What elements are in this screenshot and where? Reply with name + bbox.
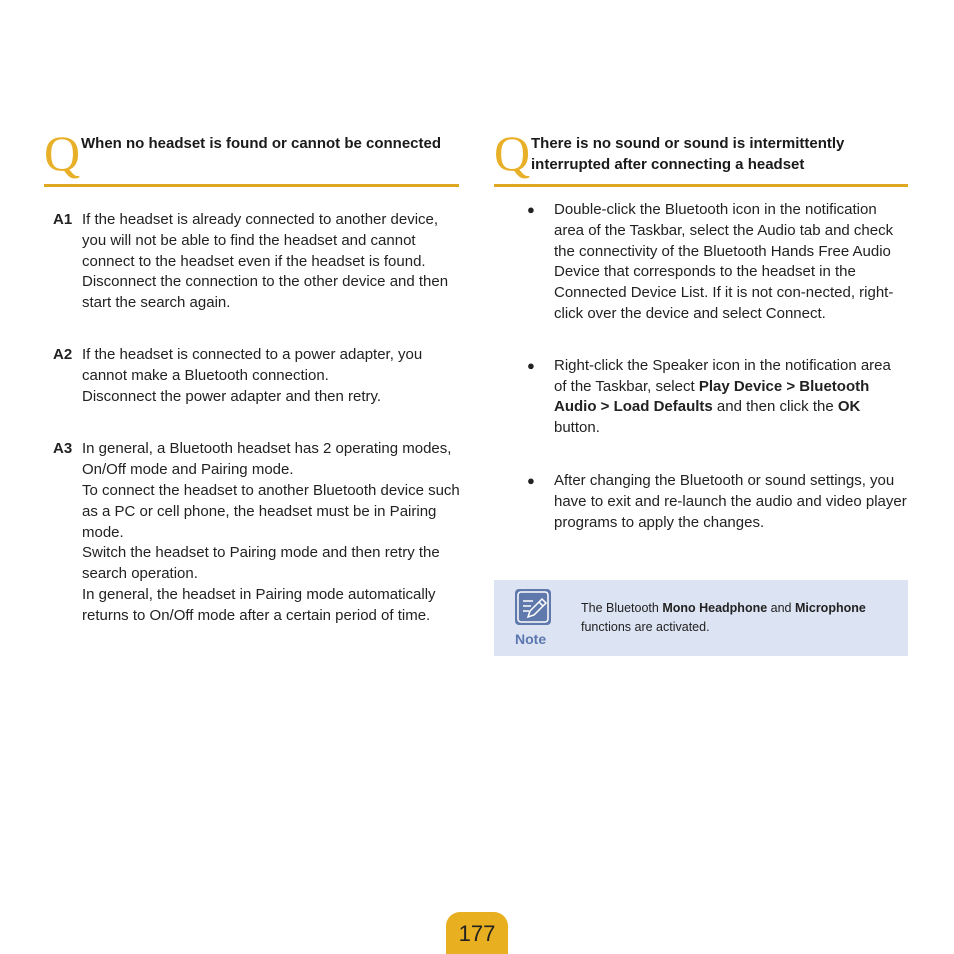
question-title: There is no sound or sound is intermittently interrupted after connecting a headset — [531, 135, 845, 173]
bullet-text-bold: Play Device > Bluetooth Audio > Load Defaults — [554, 377, 870, 416]
answer-text: In general, a Bluetooth headset has 2 operating modes, On/Off mode and Pairing mode. — [82, 440, 452, 479]
bullet-icon: ● — [527, 357, 535, 373]
bullet-text-bold: OK — [837, 398, 861, 416]
bullet-list — [527, 200, 907, 533]
bullet-text: button. — [554, 419, 600, 437]
note-text-part: and — [767, 601, 795, 615]
note-text-part: functions are activated. — [581, 620, 710, 634]
answer-label: A2 — [53, 345, 73, 363]
answer-text: To connect the headset to another Bluetooth device such as a PC or cell phone, the headset must be in Pairing mode. — [82, 481, 460, 541]
bullet-icon: ● — [527, 202, 535, 217]
bullet-icon: ● — [527, 472, 535, 488]
bullet-item — [527, 200, 907, 325]
answer-text: In general, the headset in Pairing mode automatically returns to On/Off mode after a certain period of time. — [82, 585, 436, 624]
bullet-text: After changing the Bluetooth or sound settings, you have to exit and re-launch the audio and video player programs to apply the changes. — [554, 471, 907, 531]
page-number-tab — [446, 912, 508, 954]
answer-a1 — [53, 210, 463, 314]
answer-a3 — [53, 439, 463, 626]
bullet-item — [527, 471, 907, 533]
note-box — [494, 580, 908, 656]
q-letter: Q — [494, 125, 531, 181]
note-text-bold: Microphone — [794, 601, 866, 615]
question-title: When no headset is found or cannot be connected — [81, 135, 442, 152]
answer-label: A1 — [53, 211, 73, 228]
question-header-right — [494, 125, 908, 187]
bullet-text: Right-click the Speaker icon in the notification area of the Taskbar, select — [554, 356, 891, 395]
q-letter: Q — [44, 125, 81, 181]
note-text — [581, 599, 901, 637]
answer-text: Switch the headset to Pairing mode and then retry the search operation. — [82, 544, 440, 583]
question-header-left — [44, 125, 459, 187]
bullet-item — [527, 356, 907, 439]
answer-text: If the headset is connected to a power adapter, you cannot make a Bluetooth connection. — [82, 345, 423, 384]
page-number: 177 — [458, 921, 496, 946]
note-pencil-icon — [515, 589, 551, 625]
answer-list — [53, 210, 463, 627]
answer-text: If the headset is already connected to another device, you will not be able to find the headset and cannot connect to the headset even if the headset is found. Disconnect the connection to the other device and then start the search again. — [82, 211, 449, 312]
note-text-part: The Bluetooth — [581, 601, 663, 615]
note-label: Note — [515, 631, 547, 647]
answer-text: Disconnect the power adapter and then retry. — [82, 387, 382, 405]
bullet-text: Double-click the Bluetooth icon in the notification area of the Taskbar, select the Audio tab and check the connectivity of the Bluetooth Hands Free Audio Device that corresponds to the headset in the Connected Device List. If it is not con-nected, right-click over the device and select Connect. — [554, 201, 894, 322]
bullet-text: and then click the — [712, 398, 838, 416]
answer-a2 — [53, 345, 463, 407]
answer-label: A3 — [53, 440, 73, 458]
note-text-bold: Mono Headphone — [662, 601, 768, 615]
